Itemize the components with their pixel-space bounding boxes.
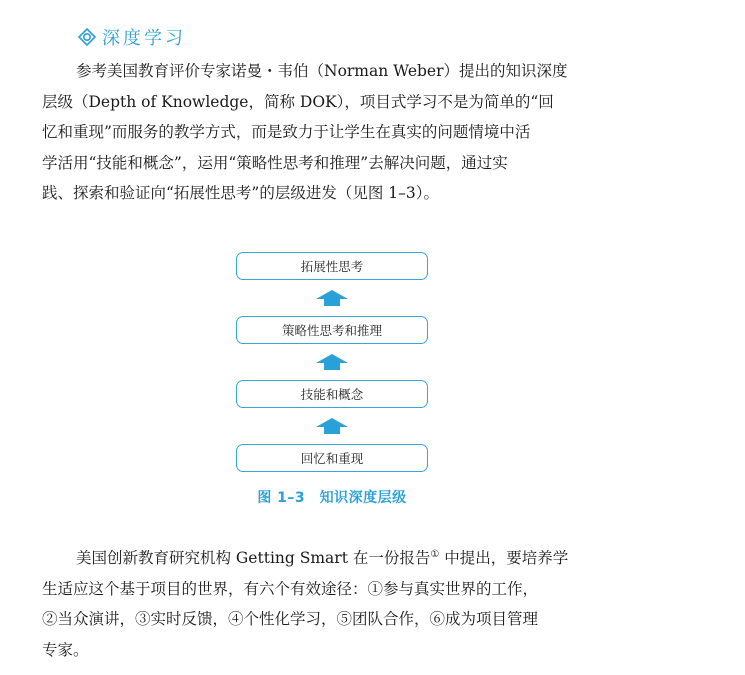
text-line: 践、探索和验证向“拓展性思考”的层级进发（见图 1–3）。 (42, 184, 440, 202)
section-title: 深度学习 (102, 28, 186, 49)
text-line: ②当众演讲，③实时反馈，④个性化学习，⑤团队合作，⑥成为项目管理 (42, 610, 539, 628)
footnote-marker[interactable]: ① (430, 548, 440, 560)
text-line (42, 543, 627, 574)
text-segment: 中提出，要培养学 (439, 549, 569, 567)
text-line: 层级（Depth of Knowledge，简称 DOK），项目式学习不是为简单的“回 (42, 92, 554, 111)
diamond-target-icon (78, 28, 96, 46)
paragraph-getting-smart (42, 543, 627, 665)
text-line: 忆和重现”而服务的教学方式，而是致力于让学生在真实的问题情境中活 (42, 123, 531, 141)
level-box-extended-thinking: 拓展性思考 (236, 252, 428, 280)
paragraph-dok (42, 56, 627, 209)
text-line: 学活用“技能和概念”，运用“策略性思考和推理”去解决问题，通过实 (42, 153, 508, 172)
section-heading (78, 24, 186, 50)
level-box-skills-concepts: 技能和概念 (236, 380, 428, 408)
text-segment: 美国创新教育研究机构 Getting Smart 在一份报告 (76, 549, 431, 567)
text-line: 生适应这个基于项目的世界，有六个有效途径：①参与真实世界的工作， (42, 579, 539, 598)
up-arrow-icon (316, 418, 348, 434)
level-box-strategic-thinking: 策略性思考和推理 (236, 316, 428, 344)
text-line: 专家。 (42, 640, 89, 659)
up-arrow-icon (316, 354, 348, 370)
text-line: 参考美国教育评价专家诺曼・韦伯（Norman Weber）提出的知识深度 (76, 62, 568, 80)
figure-caption: 图 1–3 知识深度层级 (257, 490, 407, 506)
level-box-recall-reproduction: 回忆和重现 (236, 444, 428, 472)
up-arrow-icon (316, 290, 348, 306)
